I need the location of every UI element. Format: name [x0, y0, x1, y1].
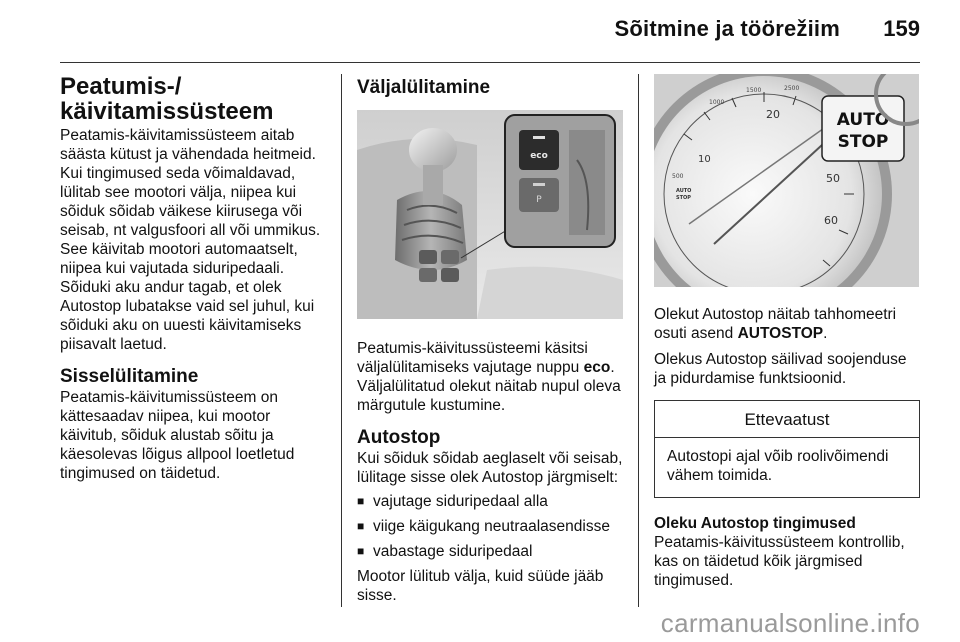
- page-header: [0, 0, 960, 60]
- header-title: Sõitmine ja töörežiim: [614, 16, 840, 41]
- eco-button-illustration: [357, 110, 623, 319]
- intro-paragraph: Peatamis-käivitamissüsteem aitab säästa kütust ja vähendada heitmeid. Kui tingimused seda võimaldavad, lülitab see mootori välja, niipea kui sõiduk sõidab väikese kiirusega või seisab, nt valgusfoori all või ummikus. See käivitab mootori automaatselt, niipea kui vajutada siduripedaali. Sõiduki aku andur tagab, et olek Autostop lubatakse vaid sel juhul, kui sõiduki aku on uuesti käivitamiseks piisavalt laetud.: [60, 127, 321, 353]
- dial-number: 60: [824, 214, 838, 227]
- enable-paragraph: Peatamis-käivitumissüsteem on kättesaadav niipea, kui mootor käivitub, sõiduk alustab sõitu ja käesolevas lõigus allpool loetletud tingimused on täidetud.: [60, 389, 295, 482]
- conditions-paragraph: Peatamis-käivitussüsteem kontrollib, kas on täidetud kõik järgmised tingimused.: [654, 534, 905, 589]
- small-stop-label: STOP: [676, 195, 691, 201]
- column-3: [654, 74, 922, 590]
- dial-number: 2500: [784, 85, 800, 92]
- autostop-indicator-paragraph: Olekut Autostop näitab tahhomeetri osuti asend AUTOSTOP.: [654, 306, 897, 342]
- disable-paragraph: Peatumis-käivitussüsteemi käsitsi väljalülitamiseks vajutage nuppu eco. Väljalülitatud olekut näitab nupul oleva märgutule kustumine.: [357, 340, 621, 414]
- list-item: ■ vabastage siduripedaal: [357, 542, 623, 561]
- column-divider-1: [341, 74, 342, 607]
- caution-title: Ettevaatust: [655, 401, 919, 438]
- p-symbol-icon: P: [536, 195, 542, 205]
- column-2: [357, 74, 623, 605]
- autostop-functions-paragraph: Olekus Autostop säilivad soojenduse ja pidurdamise funktsioonid.: [654, 351, 907, 387]
- subheading-autostop: Autostop: [357, 427, 441, 448]
- subheading-disable: Väljalülitamine: [357, 77, 491, 98]
- conditions-heading: Oleku Autostop tingimused: [654, 515, 856, 532]
- eco-button-photo: [357, 110, 623, 319]
- dial-number: 500: [672, 173, 684, 180]
- subheading-enable: Sisselülitamine: [60, 366, 199, 387]
- eco-label: eco: [530, 151, 548, 161]
- watermark: carmanualsonline.info: [660, 608, 920, 638]
- autostop-intro: Kui sõiduk sõidab aeglaselt või seisab, lülitage sisse olek Autostop järgmiselt:: [357, 450, 623, 486]
- auto-label: AUTO: [836, 110, 890, 130]
- autostop-steps: [357, 492, 623, 561]
- dial-number: 20: [766, 108, 780, 121]
- caution-box: [654, 400, 920, 498]
- column-1: [60, 74, 328, 483]
- page-number: 159: [883, 16, 920, 41]
- dial-number: 1000: [709, 99, 725, 106]
- small-auto-label: AUTO: [676, 188, 692, 194]
- header-rule: [60, 62, 920, 63]
- section-heading: Peatumis-/ käivitamissüsteem: [60, 73, 274, 125]
- dial-number: 10: [698, 154, 711, 165]
- list-item: ■ viige käigukang neutraalasendisse: [357, 517, 623, 536]
- list-item: ■ vajutage siduripedaal alla: [357, 492, 623, 511]
- dial-number: 50: [826, 172, 840, 185]
- caution-text: Autostopi ajal võib roolivõimendi vähem toimida.: [667, 448, 889, 484]
- autostop-closing: Mootor lülitub välja, kuid süüde jääb sisse.: [357, 568, 604, 604]
- dial-number: 1500: [746, 87, 762, 94]
- tachometer-photo: [654, 74, 919, 287]
- column-divider-2: [638, 74, 639, 607]
- tachometer-illustration: [654, 74, 919, 287]
- stop-label: STOP: [837, 132, 889, 152]
